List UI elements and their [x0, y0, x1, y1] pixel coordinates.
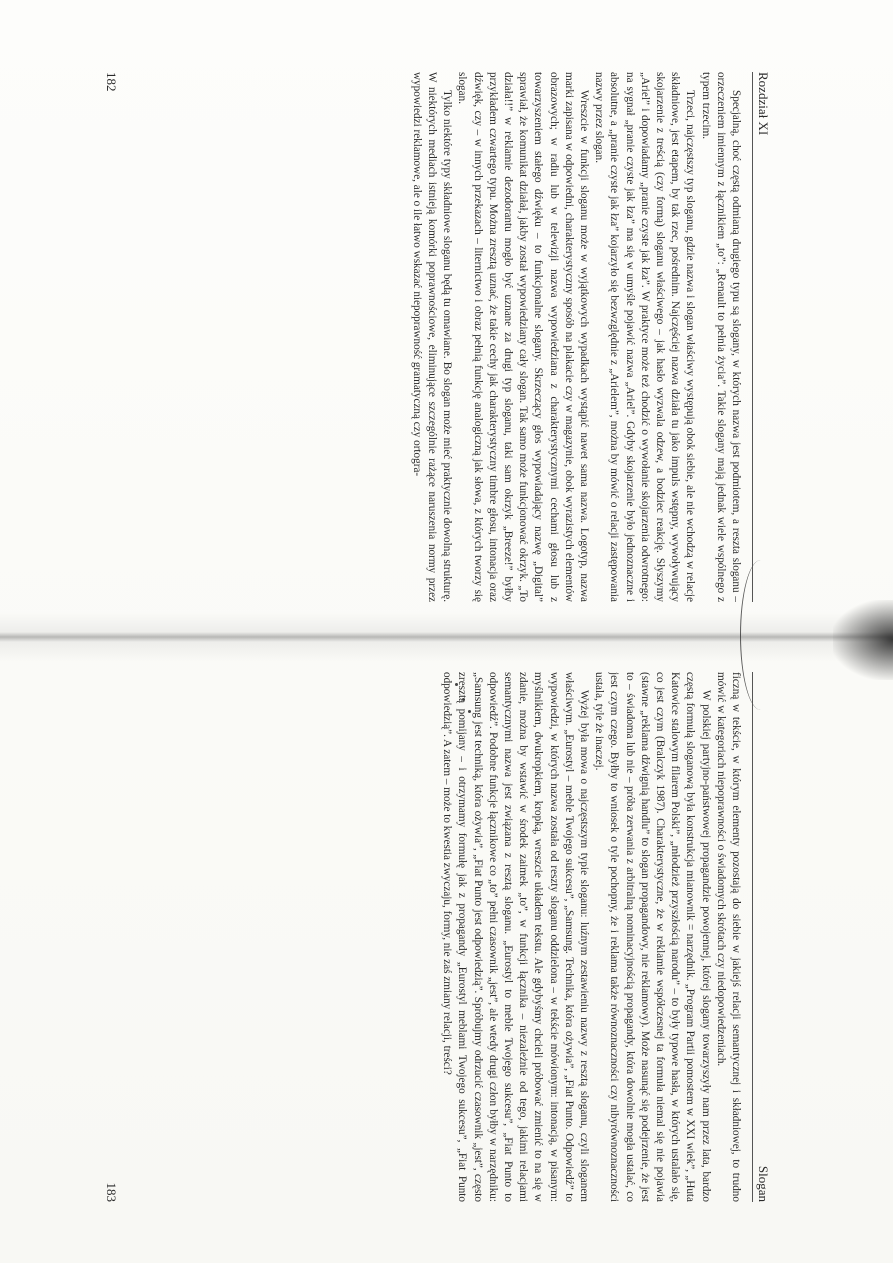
page-body	[133, 72, 743, 602]
paragraph: Tylko niektóre typy składniowe sloganu będą tu omawiane. Bo slogan może mieć praktycznie dowolną strukturę. W niektórych mediach istnieją komórki poprawnościowe, eliminujące szczególnie rażące naruszenia normy przez wypowiedzi reklamowe, ale o ile łatwo wskazać niepoprawność gramatyczną czy ortogra-	[410, 72, 454, 602]
paragraph: Specjalną, choć częstą odmianą drugiego typu są slogany, w których nazwa jest podmiotem, a reszta sloganu – orzeczeniem imiennym z łącznikiem „to”: „Renault to pełnia życia”. Takie slogany mają jednak wiele wspólnego z typem trzecim.	[699, 72, 742, 602]
paragraph: Wyżej była mowa o najczęstszym typie sloganu: luźnym zestawieniu nazwy z resztą sloganu, czyli sloganem właściwym. „Eurostyl – meble Twojego sukcesu”, „Samsung. Technika, która ożywia”, „Fiat Punto. Odpowiedź” to wypowiedzi, w których nazwa została od reszty sloganu oddzielona – w tekście mówionym: intonacją, w pisanym: myślnikiem, dwukropkiem, kropką, wreszcie układem tekstu. Ale gdybyśmy chcieli próbować zmienić to na się w zdanie, można by wstawić w środek zaimek „to”, w funkcji łącznika – niezależnie od tego, jakimi relacjami semantycznymi nazwa jest związana z resztą sloganu. „Eurostyl to meble Twojego sukcesu”, „Fiat Punto to odpowiedź”. Podobne funkcje łącznikowe co „to” pełni czasownik „jest”, ale wtedy drugi człon byłby w narzędniku: „Samsung jest techniką, która ożywia”, „Fiat Punto jest odpowiedzią”. Spróbujmy odrzucić czasownik „jest”, często zresztą pomijany – i otrzymamy formułę jak z propagandy „Eurostyl meblami Twojego sukcesu”, „Fiat Punto odpowiedzią”. A zatem – może to kwestia zwyczaju, formy, nie zaś zmiany relacji, treści?	[441, 672, 590, 1202]
running-head: Slogan	[752, 672, 773, 1202]
paragraph: W polskiej partyjno-państwowej propagandzie powojennej, której slogany towarzyszyły nam przez lata, bardzo częstą formułą sloganową była konstrukcja mianownik = narzędnik. „Program Partii pomostem w XXI wiek”, „Huta Katowice stalowym filarem Polski”, „młodzież przyszłością narodu” – to były typowe hasła, w których ustalało się, co jest czym (Bralczyk 1987). Charakterystyczne, że w reklamie współczesnej ta formuła niemal się nie pojawia (stawne „reklama dźwignią handlu” to slogan propagandowy, nie reklamowy). Może nasunąć się podejrzenie, że jest to – świadoma lub nie – próba zerwania z arbitralną nominacyjnością propagandy, która dowolnie mogła ustalać, co jest czym czego. Byłby to wniosek o tyle pochopny, że i reklama także równoznaczności czy nibyrównoznaczności ustala, tyle że inaczej.	[593, 672, 712, 1202]
page-body	[133, 672, 743, 1202]
page-183	[93, 672, 773, 1202]
page-182	[93, 72, 773, 602]
gutter-shadow	[833, 600, 893, 680]
paragraph: ficzną w tekście, w którym elementy pozostają do siebie w jakiejś relacji semantycznej i składniowej, to trudno mówić w kategoriach niepoprawności o świadomych skrótach czy niedopowiedzeniach.	[714, 672, 742, 1202]
running-head: Rozdział XI	[752, 72, 773, 602]
page-number: 183	[104, 1182, 119, 1202]
page-number: 182	[104, 72, 119, 92]
paragraph: Wreszcie w funkcji sloganu może w wyjątkowych wypadkach wystąpić nawet sama nazwa. Logotyp, nazwa marki zapisana w odpowiedni, charakterystyczny sposób na plakacie czy w magazynie, obok wyrazistych elementów obrazowych; w radiu lub w telewizji nazwa wypowiedziana z charakterystycznymi cechami głosu lub z towarzyszeniem stałego dźwięku – to funkcjonalne slogany. Skrzeczący głos wypowiadający nazwę „Digital” sprawiał, że komunikat działał, jakby został wypowiedziany cały slogan. Tak samo może funkcjonować okrzyk. „To działa!!” w reklamie dezodorantu mogło być uznane za drugi typ sloganu, taki sam okrzyk „Breeze!” byłby przykładem czwartego typu. Można zresztą uznać, że takie cechy jak charakterystyczny timbre głosu, intonacja oraz dźwięk, czy – w innych przekazach – liternictwo i obraz pełnią funkcję analogiczną jak słowa, z których tworzy się slogan.	[456, 72, 590, 602]
paragraph: Trzeci, najczęstszy typ sloganu, gdzie nazwa i slogan właściwy występują obok siebie, ale nie wchodzą w relacje składniowe, jest etapem, by tak rzec, pośrednim. Najczęściej nazwa działa tu jako impuls wstępny, wywoływujący skojarzenie z treścią (czy formą) sloganu właściwego – jak hasło wyzwala odzew, a bodziec reakcję. Słyszymy „Ariel” i dopowiadamy „pranie czyste jak łza”. W praktyce może też chodzić o wywołanie skojarzenia odwrotnego: na sygnał „pranie czyste jak łza” ma się w umyśle pojawić nazwa „Ariel”. Gdyby skojarzenie było jednoznaczne i absolutne, a „pranie czyste jak łza” kojarzyło się bezwzględnie z „Arielem”, można by mówić o relacji zastępowania nazwy przez slogan.	[593, 72, 697, 602]
